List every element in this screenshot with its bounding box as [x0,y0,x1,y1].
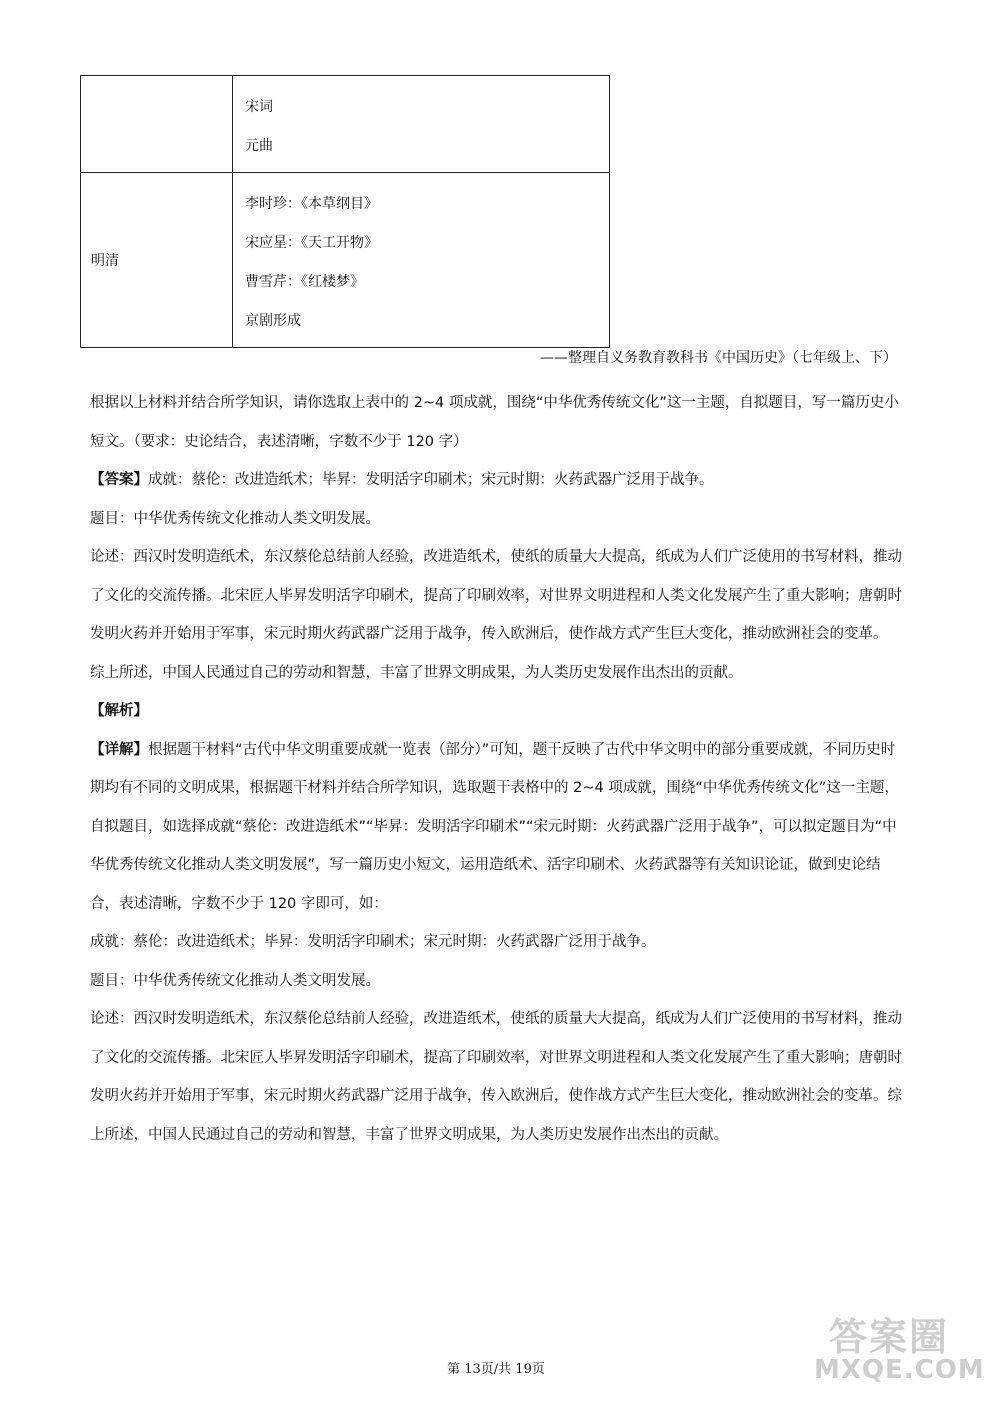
answer-paragraph [90,461,902,500]
answer-title-paragraph [90,500,902,539]
era-cell: 明清 [81,173,233,348]
table-item: 元曲 [245,138,273,154]
paragraph-text: 根据题干材料“古代中华文明重要成就一览表（部分）”可知，题干反映了古代中华文明中的部分重要成就，不同历史时期均有不同的文明成果，根据题干材料并结合所学知识，选取题干表格中的 2~4 项成就，围绕“中华优秀传统文化”这一主题，自拟题目，如选择成就“蔡伦：改进造纸术”“毕昇：发明活字印刷术”“宋元时期：火药武器广泛用于战争”，可以拟定题目为“中华优秀传统文化推动人类文明发展”，写一篇历史小短文，运用造纸术、活字印刷术、火药武器等有关知识论证，做到史论结合，表述清晰，字数不少于 120 字即可，如： [90,741,899,912]
source-citation: ——整理自义务教育教科书《中国历史》（七年级上、下） [540,350,897,366]
table-item: 曹雪芹：《红楼梦》 [245,274,364,290]
question-paragraph [90,384,902,461]
answer-tag: 【答案】 [90,472,148,488]
paragraph-text: 题目：中华优秀传统文化推动人类文明发展。 [90,972,380,989]
detail-title-paragraph [90,962,902,1001]
detail-achievements-paragraph [90,923,902,962]
items-cell [233,76,610,173]
detail-argument-paragraph [90,1000,902,1154]
table-item: 宋词 [245,99,273,115]
items-cell [233,173,610,348]
answer-argument-paragraph [90,538,902,654]
detail-paragraph [90,731,902,924]
paragraph-text: 成就：蔡伦：改进造纸术；毕昇：发明活字印刷术；宋元时期：火药武器广泛用于战争。 [90,934,656,950]
table-item: 宋应星：《天工开物》 [245,235,378,251]
paragraph-text: 成就：蔡伦：改进造纸术；毕昇：发明活字印刷术；宋元时期：火药武器广泛用于战争。 [148,472,714,488]
table-row [81,173,610,348]
era-cell [81,76,233,173]
answer-conclusion-paragraph [90,654,902,693]
analysis-tag: 【解析】 [90,703,148,719]
page-number: 第 13页/共 19页 [447,1362,545,1377]
watermark-url: MXQE.COM [814,1355,985,1385]
table-item: 京剧形成 [245,313,301,329]
analysis-heading [90,692,902,731]
paragraph-text: 根据以上材料并结合所学知识，请你选取上表中的 2~4 项成就，围绕“中华优秀传统文化”这一主题，自拟题目，写一篇历史小短文。（要求：史论结合，表述清晰，字数不少于 120 字） [90,395,899,450]
table-item: 李时珍：《本草纲目》 [245,196,378,212]
paragraph-text: 论述：西汉时发明造纸术，东汉蔡伦总结前人经验，改进造纸术，使纸的质量大大提高，纸成为人们广泛使用的书写材料，推动了文化的交流传播。北宋匠人毕昇发明活字印刷术，提高了印刷效率，对世界文明进程和人类文化发展产生了重大影响；唐朝时发明火药并开始用于军事，宋元时期火药武器广泛用于战争，传入欧洲后，使作战方式产生巨大变化，推动欧洲社会的变革。 [90,549,902,642]
paragraph-text: 论述：西汉时发明造纸术，东汉蔡伦总结前人经验，改进造纸术，使纸的质量大大提高，纸成为人们广泛使用的书写材料，推动了文化的交流传播。北宋匠人毕昇发明活字印刷术，提高了印刷效率，对世界文明进程和人类文化发展产生了重大影响；唐朝时发明火药并开始用于军事，宋元时期火药武器广泛用于战争，传入欧洲后，使作战方式产生巨大变化，推动欧洲社会的变革。综上所述，中国人民通过自己的劳动和智慧，丰富了世界文明成果，为人类历史发展作出杰出的贡献。 [90,1011,902,1143]
answer-body [90,384,902,1154]
watermark-text: 答案圈 [828,1315,949,1359]
table-row [81,76,610,173]
paragraph-text: 综上所述，中国人民通过自己的劳动和智慧，丰富了世界文明成果，为人类历史发展作出杰出的贡献。 [90,664,743,681]
detail-tag: 【详解】 [90,741,148,758]
watermark-logo [814,1306,985,1385]
achievements-table [80,75,610,348]
paragraph-text: 题目：中华优秀传统文化推动人类文明发展。 [90,510,380,527]
